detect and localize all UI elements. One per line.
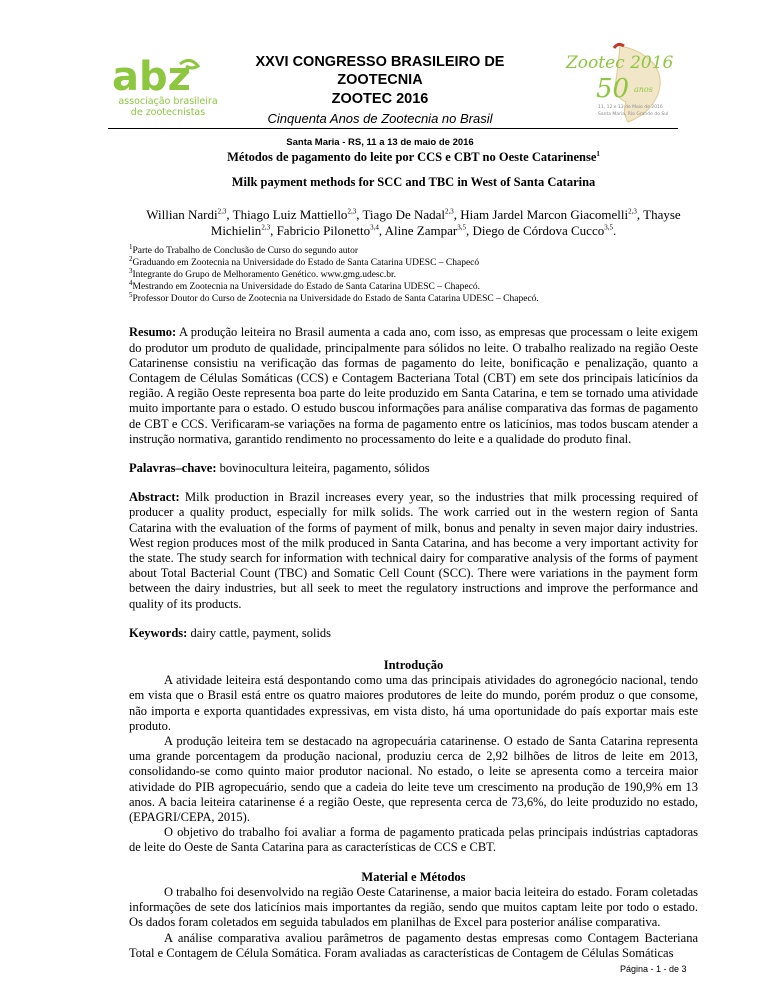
zootec-logo-years: 50 [596, 74, 630, 104]
author: Aline Zampar [384, 223, 458, 239]
paper-subtitle: Milk payment methods for SCC and TBC in West of Santa Catarina [231, 175, 596, 190]
intro-paragraph-1: A atividade leiteira está despontando como uma das principais atividades do agronegócio nacional, tendo em vista que o Brasil está entre os quatro maiores produtores de leite do mundo, porém produz o que consome, não importa e exporta quantidades expressivas, em vista disto, há uma oportunidade do país exportar mais este produto. [129, 673, 698, 733]
zootec-logo-line-1: 11, 12 e 13 de Maio de 2016 [598, 105, 663, 110]
methods-paragraph-1: O trabalho foi desenvolvido na região Oeste Catarinense, a maior bacia leiteira do estado. Foram coletadas informações de sete dos laticínios mais importantes da região, sendo que muitos captam leite por todo o estado. Os dados foram coletados em seguida tabulados em planilhas de Excel para posterior análise comparativa. [129, 884, 698, 930]
conference-subtitle: Cinquenta Anos de Zootecnia no Brasil [267, 111, 493, 126]
conference-title-2: ZOOTEC 2016 [331, 91, 429, 107]
palavras-chave [129, 461, 698, 476]
conference-title-block [230, 53, 530, 149]
intro-heading: Introdução [383, 658, 444, 673]
paper-body [129, 150, 698, 961]
author: Willian Nardi [146, 207, 218, 223]
author: Thayse Michielin [210, 207, 681, 239]
author-list: Willian Nardi$^{2,3}$, Thiago Luiz Mattiello$^{2,3}$, Tiago De Nadal$^{2,3}$, Hiam Jardel Marcon Giacomelli$^{2,3}$, Thayse Michielin$^{2,3}$, Fabricio Pilonetto$^{3,4}$, Aline Zampar$^{3,5}$, Diego de Córdova Cucco$^{3,5}$. [146, 207, 681, 239]
intro-paragraph-3: O objetivo do trabalho foi avaliar a forma de pagamento praticada pelas principais indústrias captadoras de leite do Oeste de Santa Catarina para as características de CCS e CBT. [129, 825, 698, 855]
conference-location: Santa Maria - RS, 11 a 13 de maio de 2016 [286, 137, 474, 148]
author: Fabricio Pilonetto [276, 223, 371, 239]
keywords [129, 626, 698, 641]
affiliation-list [129, 243, 698, 305]
page-number: Página - 1 - de 3 [620, 964, 687, 974]
affiliation: $^4$Mestrando em Zootecnia na Universidade do Estado de Santa Catarina UDESC – Chapecó. [129, 278, 480, 292]
intro-paragraph-2: A produção leiteira tem se destacado na agropecuária catarinense. O estado de Santa Catarina representa uma grande porcentagem da produção nacional, produziu cerca de 2,92 bilhões de litros de leite em 2013, consolidando-se como quinto maior produtor nacional. No estado, o leite se apresenta como a terceira maior atividade do PIB agropecuário, sendo que a cadeia do leite teve um crescimento na produção de 190,9% em 13 anos. A bacia leiteira catarinense é a região Oeste, que representa cerca de 73,6%, do leite produzido no estado, (EPAGRI/CEPA, 2015). [129, 734, 698, 825]
conference-title-1: XXVI CONGRESSO BRASILEIRO DE ZOOTECNIA [255, 54, 505, 88]
header-divider [108, 128, 678, 129]
palavras-text: bovinocultura leiteira, pagamento, sólidos [219, 461, 430, 476]
zootec-logo-brand: Zootec 2016 [566, 53, 674, 73]
abstract-text: Milk production in Brazil increases every year, so the industries that milk processing required of producer a quality product, especially for milk solids. The work carried out in the western region of Santa Catarina with the evaluation of the forms of payment of milk, bonus and penalty in seven major dairy industries. West region produces most of the milk produced in Santa Catarina, and has become a very important activity for the state. The study search for information with technical dairy for comparative analysis of the forms of payment about Total Bacterial Count (TBC) and Somatic Cell Count (SCC). There were variations in the payment form between the dairy industries, but all seek to meet the regulatory instructions and improve the performance and quality of its products. [129, 490, 699, 611]
affiliation: $^2$Graduando em Zootecnia na Universidade do Estado de Santa Catarina UDESC – Chapecó [129, 255, 480, 269]
abz-logo-tagline-1: associação brasileira [118, 96, 218, 107]
abz-logo-brand: abz [112, 54, 191, 100]
methods-heading: Material e Métodos [361, 869, 466, 884]
resumo-label: Resumo: [129, 325, 177, 340]
zootec-logo-line-2: Santa Maria, Rio Grande do Sul [598, 112, 669, 117]
abstract-label: Abstract: [129, 490, 180, 505]
affiliation: $^5$Professor Doutor do Curso de Zootecnia na Universidade do Estado de Santa Catarina UDESC – Chapecó. [129, 290, 539, 304]
affiliation: $^3$Integrante do Grupo de Melhoramento Genético. www.gmg.udesc.br. [129, 266, 396, 280]
author: Thiago Luiz Mattiello [232, 207, 348, 223]
keywords-text: dairy cattle, payment, solids [190, 625, 332, 640]
author: Hiam Jardel Marcon Giacomelli [460, 207, 629, 223]
conference-header [0, 0, 768, 148]
methods-paragraph-2: A análise comparativa avaliou parâmetros de pagamento destas empresas como Contagem Bacteriana Total e Contagem de Célula Somática. Foram avaliadas as características de Contagem de Células Somáticas [129, 930, 698, 960]
author: Tiago De Nadal [362, 207, 446, 223]
palavras-label: Palavras–chave: [129, 461, 217, 476]
zootec-logo-years-suffix: anos [634, 85, 653, 94]
abstract-paragraph [129, 490, 698, 612]
keywords-label: Keywords: [129, 625, 188, 640]
zootec-2016-logo [558, 42, 678, 124]
paper-title: Métodos de pagamento do leite por CCS e CBT no Oeste Catarinense$^1$ [227, 149, 600, 164]
abz-logo-tagline-2: de zootecnistas [130, 107, 206, 118]
affiliation: $^1$Parte do Trabalho de Conclusão de Curso do segundo autor [129, 243, 359, 257]
author: Diego de Córdova Cucco [472, 223, 605, 239]
resumo-text: A produção leiteira no Brasil aumenta a cada ano, com isso, as empresas que processam o leite exigem do produtor um produto de qualidade, principalmente para sólidos no leite. O trabalho realizado na região Oeste Catarinense consistiu na verificação das formas de pagamento do leite, bonificação e penalização, quanto a Contagem de Células Somáticas (CCS) e Contagem Bacteriana Total (CBT) em sete dos principais laticínios da região. A região Oeste representa boa parte do leite produzido em Santa Catarina, e tem se tornado uma atividade muito importante para o estado. O estudo buscou informações para análise comparativa das formas de pagamento de CBT e CCS. Verificaram-se variações na forma de pagamento entre os laticínios, mas todos buscam atender a instrução normativa, garantido rendimento no processamento do leite e a qualidade do produto final. [129, 325, 699, 446]
abz-logo [108, 52, 228, 122]
resumo-paragraph [129, 325, 698, 447]
